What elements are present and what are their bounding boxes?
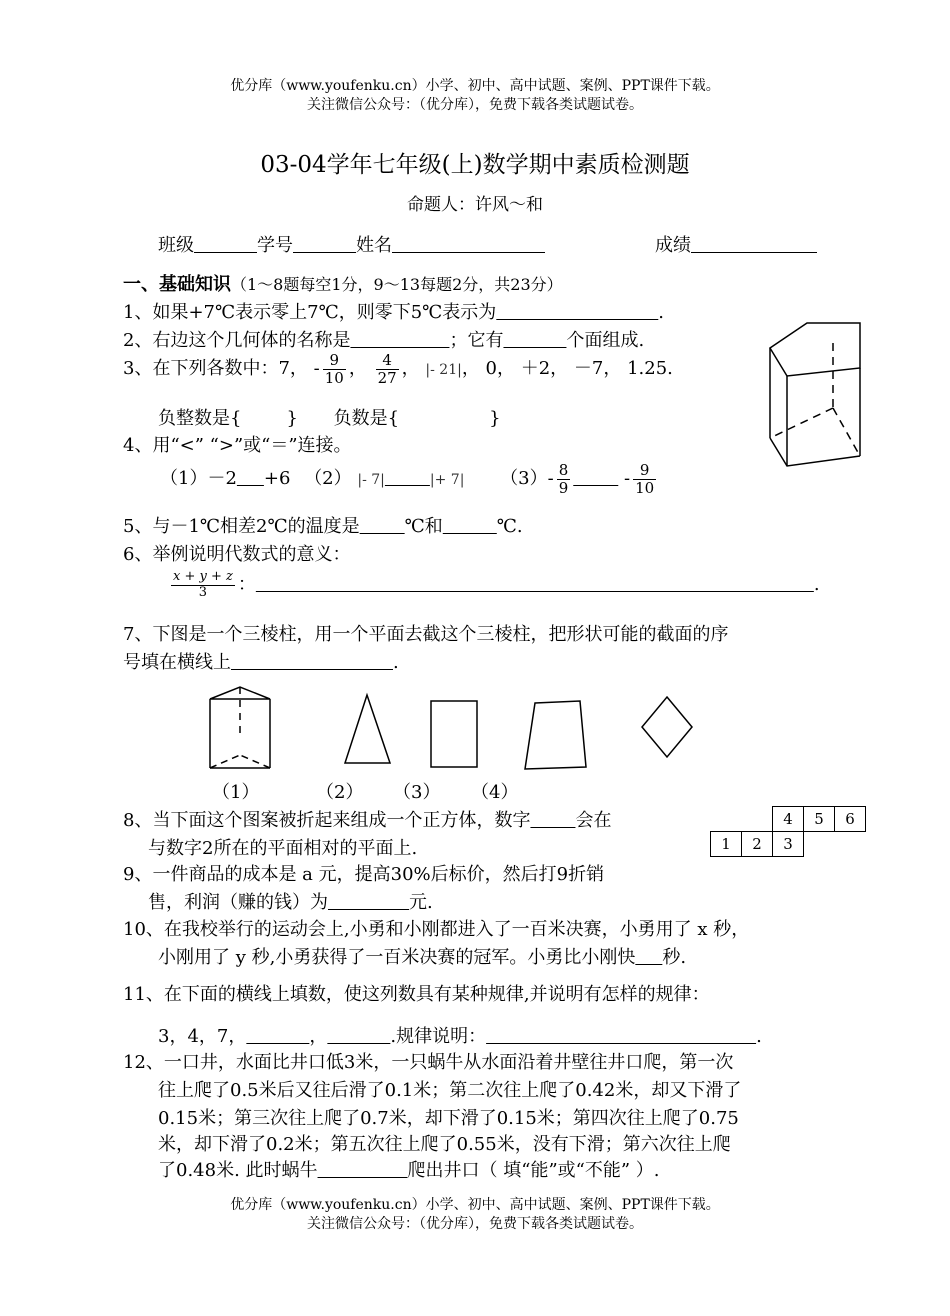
section-title: 一、基础知识 bbox=[123, 274, 231, 295]
rhombus-shape bbox=[642, 697, 692, 757]
q2-blank-2[interactable] bbox=[503, 330, 566, 351]
q12-text-a: 了0.48米. 此时蜗牛 bbox=[158, 1160, 318, 1181]
net-cell-1: 1 bbox=[711, 832, 742, 857]
q5-text-c: ℃. bbox=[496, 516, 523, 537]
name-blank[interactable] bbox=[392, 235, 545, 256]
cube-net bbox=[710, 806, 866, 857]
question-11-line-2: 3，4，7， ， .规律说明： . bbox=[158, 1026, 762, 1047]
q8-text-a: 8、当下面这个图案被折起来组成一个正方体，数字 bbox=[123, 810, 531, 831]
q11-blank-2[interactable] bbox=[327, 1026, 390, 1047]
q8-text-b: 会在 bbox=[575, 810, 612, 831]
question-1-text: 1、如果+7℃表示零上7℃，则零下5℃表示为 bbox=[123, 302, 497, 323]
header-line-2: 关注微信公众号：（优分库），免费下载各类试题试卷。 bbox=[307, 97, 643, 113]
trapezoid-shape bbox=[525, 701, 586, 769]
question-5 bbox=[123, 512, 523, 538]
prism-top-face bbox=[770, 323, 860, 376]
q1-blank[interactable] bbox=[496, 302, 658, 323]
section-heading bbox=[123, 270, 563, 296]
q10-text-a: 小刚用了 y 秒,小勇获得了一百米决赛的冠军。小勇比小刚快 bbox=[158, 947, 636, 968]
question-6: 6、举例说明代数式的意义： bbox=[123, 544, 351, 565]
number-label: 学号 bbox=[257, 235, 293, 256]
q3-prefix: 3、在下列各数中：7， bbox=[123, 358, 308, 379]
q2-blank-1[interactable] bbox=[350, 330, 449, 351]
q10-blank[interactable] bbox=[635, 947, 662, 968]
negative-set-label: 负数是{ bbox=[333, 408, 400, 429]
question-8-line-1 bbox=[123, 806, 611, 832]
q4-part1-b: +6 bbox=[263, 468, 291, 489]
neg-int-blank[interactable] bbox=[241, 408, 286, 429]
q8-blank[interactable] bbox=[530, 810, 575, 831]
question-10-line-2 bbox=[158, 943, 686, 969]
q6-expression-row: $\frac{x + y + z}{3}$ ： . bbox=[173, 569, 820, 600]
q7-shapes-figure bbox=[200, 683, 710, 773]
q11-rule-label: .规律说明： bbox=[390, 1026, 487, 1047]
footer-line-1: 优分库（www.youfenku.cn）小学、初中、高中试题、案例、PPT课件下载。 bbox=[230, 1197, 720, 1213]
q2-text-c: 个面组成. bbox=[566, 330, 645, 351]
q3-rest: ， 0， ＋2， －7， 1.25. bbox=[461, 358, 673, 379]
q7-blank[interactable] bbox=[231, 652, 393, 673]
neg-blank[interactable] bbox=[399, 408, 489, 429]
fraction-9-10: $\frac{9}{10}$ bbox=[635, 461, 655, 497]
number-blank[interactable] bbox=[293, 235, 356, 256]
name-label: 姓名 bbox=[356, 235, 392, 256]
q12-blank[interactable] bbox=[318, 1160, 408, 1181]
author-line: 命题人：许风～和 bbox=[407, 195, 543, 215]
q7-label-2: （2） bbox=[316, 782, 364, 803]
class-label: 班级 bbox=[158, 235, 194, 256]
score-row bbox=[655, 231, 817, 257]
q10-text-b: 秒. bbox=[662, 947, 687, 968]
q2-text-b: ；它有 bbox=[449, 330, 504, 351]
q5-blank-2[interactable] bbox=[443, 516, 497, 537]
q12-text-b: 爬出井口（ 填“能”或“不能” ）. bbox=[407, 1160, 660, 1181]
question-1: 1、如果+7℃表示零上7℃，则零下5℃表示为 . bbox=[123, 302, 665, 323]
q7-text: 号填在横线上 bbox=[123, 652, 231, 673]
score-blank[interactable] bbox=[691, 235, 817, 256]
q4-part3: （3）- bbox=[500, 468, 554, 489]
negative-integer-set-label: 负整数是{ bbox=[158, 408, 242, 429]
abs-neg-21: |- 21| bbox=[425, 362, 462, 378]
q4-blank-2[interactable] bbox=[385, 468, 430, 489]
fraction-neg-9-10: $\frac{9}{10}$ bbox=[324, 351, 344, 387]
question-3: 3、在下列各数中：7， - $\frac{9}{10}$ ， $\frac{4}{27}$ ， |- 21|， 0， ＋2， －7， 1.25. bbox=[123, 351, 673, 387]
q6-colon: ： bbox=[237, 574, 256, 595]
triangle-shape bbox=[345, 695, 390, 763]
q9-text-b: 元. bbox=[409, 892, 433, 913]
q6-blank[interactable] bbox=[256, 574, 814, 595]
pentagonal-prism-figure bbox=[765, 318, 885, 478]
abs-pos-7: |+ 7| bbox=[429, 472, 465, 488]
fraction-xyz-over-3: $\frac{x + y + z}{3}$ bbox=[173, 569, 233, 600]
triangular-prism-shape bbox=[210, 687, 270, 768]
q9-blank[interactable] bbox=[328, 892, 409, 913]
set-close-2: } bbox=[489, 408, 501, 429]
fraction-8-9: $\frac{8}{9}$ bbox=[558, 461, 569, 497]
question-7-line-2: 号填在横线上 . bbox=[123, 652, 399, 673]
net-cell-2: 2 bbox=[742, 832, 773, 857]
header-line-1: 优分库（www.youfenku.cn）小学、初中、高中试题、案例、PPT课件下载。 bbox=[230, 78, 720, 94]
q5-blank-1[interactable] bbox=[360, 516, 405, 537]
question-9-line-2 bbox=[148, 888, 433, 914]
q5-text-b: ℃和 bbox=[404, 516, 443, 537]
student-info-row bbox=[158, 231, 545, 257]
net-cell-5: 5 bbox=[804, 807, 835, 832]
q4-part1-a: （1）－2 bbox=[160, 468, 237, 489]
section-note: （1～8题每空1分，9～13每题2分，共23分） bbox=[231, 275, 563, 294]
question-2 bbox=[123, 326, 644, 352]
q7-label-3: （3） bbox=[393, 782, 441, 803]
class-blank[interactable] bbox=[194, 235, 257, 256]
net-cell-3: 3 bbox=[773, 832, 804, 857]
question-4: 4、用“<” “>”或“＝”连接。 bbox=[123, 435, 352, 456]
q4-parts: （1）－2 +6 （2） |- 7| |+ 7| （3）- $\frac{8}{9}$ - $\frac{9}{10}$ bbox=[160, 461, 655, 497]
question-12-line-5 bbox=[158, 1156, 660, 1182]
q2-text-a: 2、右边这个几何体的名称是 bbox=[123, 330, 351, 351]
rectangle-shape bbox=[431, 701, 477, 767]
question-12-line-2: 往上爬了0.5米后又往后滑了0.1米；第二次往上爬了0.42米，却又下滑了 bbox=[158, 1080, 742, 1101]
q7-label-4: （4） bbox=[471, 782, 519, 803]
question-12-line-1: 12、一口井，水面比井口低3米，一只蜗牛从水面沿着井壁往井口爬，第一次 bbox=[123, 1052, 734, 1073]
q11-rule-blank[interactable] bbox=[486, 1026, 756, 1047]
question-10-line-1: 10、在我校举行的运动会上,小勇和小刚都进入了一百米决赛，小勇用了 x 秒， bbox=[123, 919, 750, 940]
question-12-line-4: 米，却下滑了0.2米；第五次往上爬了0.55米，没有下滑；第六次往上爬 bbox=[158, 1134, 731, 1155]
question-11-line-1: 11、在下面的横线上填数，使这列数具有某种规律,并说明有怎样的规律： bbox=[123, 984, 710, 1005]
question-9-line-1: 9、一件商品的成本是 a 元，提高30%后标价，然后打9折销 bbox=[123, 864, 605, 885]
footer-line-2: 关注微信公众号：（优分库），免费下载各类试题试卷。 bbox=[307, 1216, 643, 1232]
set-close-1: } bbox=[286, 408, 298, 429]
score-label: 成绩 bbox=[655, 235, 691, 256]
fraction-4-27: $\frac{4}{27}$ bbox=[377, 351, 397, 387]
q7-label-1: （1） bbox=[212, 782, 260, 803]
question-8-line-2: 与数字2所在的平面相对的平面上. bbox=[148, 838, 418, 859]
question-12-line-3: 0.15米；第三次往上爬了0.7米，却下滑了0.15米；第四次往上爬了0.75 bbox=[158, 1108, 739, 1129]
page-title: 03-04学年七年级(上)数学期中素质检测题 bbox=[260, 152, 690, 178]
q4-blank-3[interactable] bbox=[573, 468, 618, 489]
q11-blank-1[interactable] bbox=[246, 1026, 309, 1047]
q4-blank-1[interactable] bbox=[237, 468, 264, 489]
net-cell-6: 6 bbox=[835, 807, 866, 832]
abs-neg-7: |- 7| bbox=[357, 472, 385, 488]
q11-sequence: 3，4，7， bbox=[158, 1026, 247, 1047]
q5-text-a: 5、与－1℃相差2℃的温度是 bbox=[123, 516, 360, 537]
net-cell-4: 4 bbox=[773, 807, 804, 832]
question-7-line-1: 7、下图是一个三棱柱，用一个平面去截这个三棱柱，把形状可能的截面的序 bbox=[123, 624, 729, 645]
q4-part2: （2） bbox=[304, 468, 352, 489]
q9-text-a: 售，利润（赚的钱）为 bbox=[148, 892, 328, 913]
q3-answer-sets bbox=[158, 404, 501, 430]
